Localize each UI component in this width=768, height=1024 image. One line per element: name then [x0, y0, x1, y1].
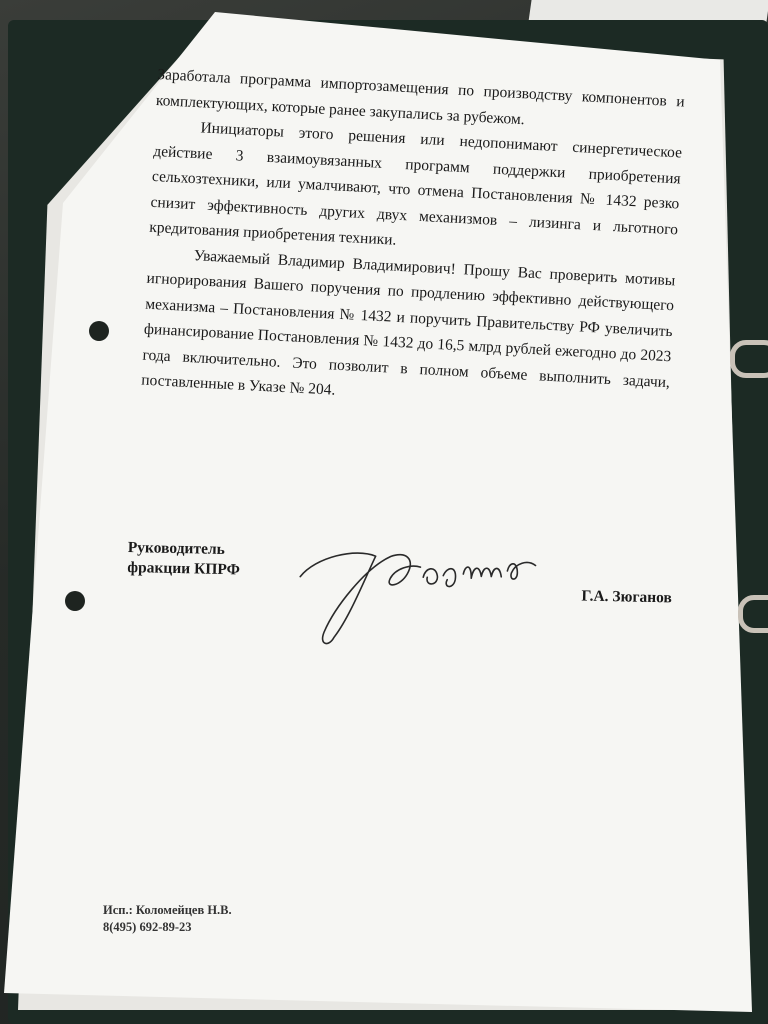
executor-phone: 8(495) 692-89-23 [103, 920, 192, 934]
signatory-title [127, 538, 240, 580]
handwritten-signature [294, 537, 556, 662]
binder-ring-bottom [738, 595, 768, 633]
signatory-title-line2: фракции КПРФ [127, 558, 241, 579]
executor-name: Исп.: Коломейцев Н.В. [103, 903, 232, 917]
paragraph-appeal: Уважаемый Владимир Владимирович! Прошу Вас проверить мотивы игнорирования Вашего поручения по продлению эффективно действующего механизма – Постановления № 1432 и поручить Правительству РФ увеличить финансирование Постановления № 1432 до 16,5 млрд рублей ежегодно до 2023 года включительно. Это позволит в полном объеме выполнить задачи, поставленные в Указе № 204. [140, 246, 676, 399]
signatory-name: Г.А. Зюганов [581, 587, 673, 607]
binder-ring-top [730, 340, 768, 378]
signatory-title-line1: Руководитель [127, 538, 226, 559]
paragraph-import-substitution: Заработала программа импортозамещения по производству компонентов и комплектующих, которые ранее закупались за рубежом. [155, 65, 686, 128]
paragraph-initiators: Инициаторы этого решения или недопонимают синергетическое действие 3 взаимоувязанных программ поддержки приобретения сельхозтехники, или умалчивают, что отмена Постановления № 1432 резко снизит эффективность других двух механизмов – лизинга и льготного кредитования приобретения техники. [148, 119, 683, 249]
signature-block [126, 538, 673, 649]
punch-hole-bottom [65, 591, 85, 611]
letter-body [141, 62, 686, 421]
executor-footer [103, 902, 232, 936]
punch-hole-top [89, 321, 109, 341]
background-paper-strip [528, 0, 768, 22]
